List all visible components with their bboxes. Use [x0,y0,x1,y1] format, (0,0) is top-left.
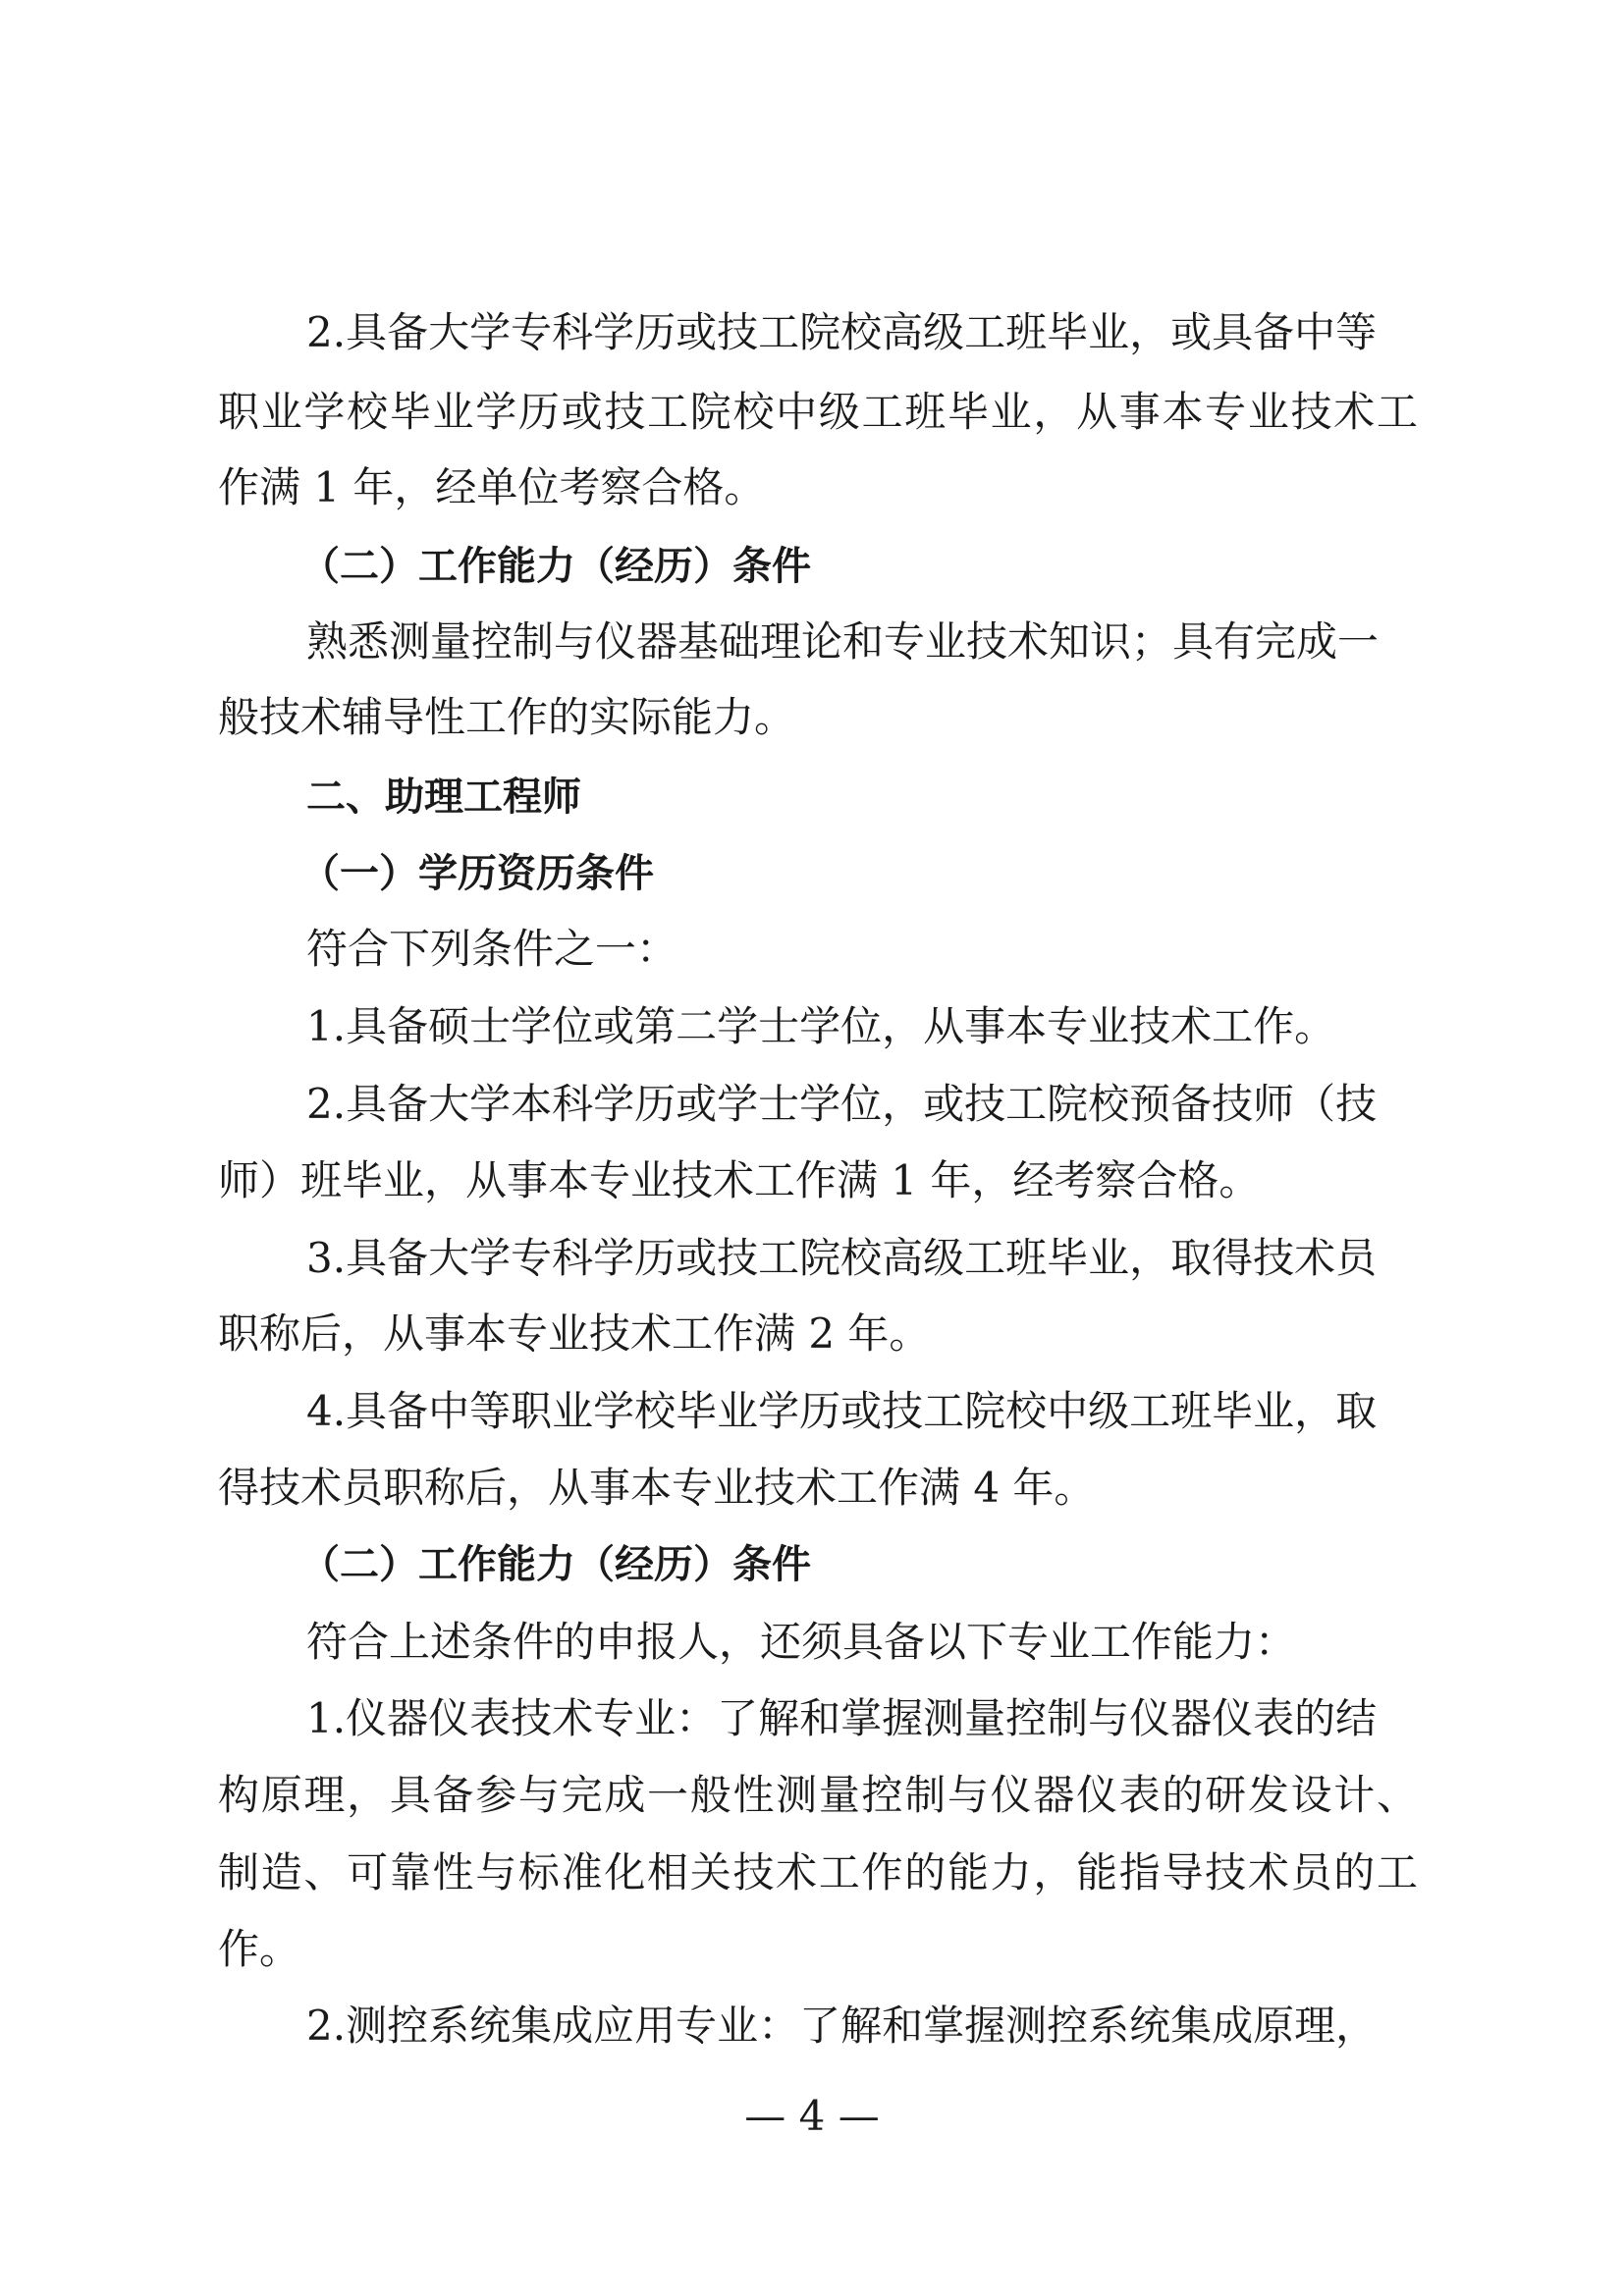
paragraph-line: 2.具备大学本科学历或学士学位，或技工院校预备技师（技 [306,1080,1378,1128]
paragraph-line: 构原理，具备参与完成一般性测量控制与仪器仪表的研发设计、 [218,1771,1418,1819]
paragraph-line: 职业学校毕业学历或技工院校中级工班毕业，从事本专业技术工 [218,388,1418,436]
section-heading: （二）工作能力（经历）条件 [300,1542,811,1587]
paragraph-line: 得技术员职称后，从事本专业技术工作满 4 年。 [218,1464,1096,1512]
paragraph-line: 作满 1 年，经单位考察合格。 [218,463,766,511]
section-heading: （一）学历资历条件 [300,851,654,896]
section-heading: （二）工作能力（经历）条件 [300,544,811,589]
paragraph-line: 2.具备大学专科学历或技工院校高级工班毕业，或具备中等 [306,308,1378,356]
paragraph-line: 2.测控系统集成应用专业：了解和掌握测控系统集成原理， [306,2002,1378,2050]
paragraph-line: 制造、可靠性与标准化相关技术工作的能力，能指导技术员的工 [218,1848,1418,1896]
paragraph-line: 1.仪器仪表技术专业：了解和掌握测量控制与仪器仪表的结 [306,1694,1378,1742]
paragraph-line: 熟悉测量控制与仪器基础理论和专业技术知识；具有完成一 [306,617,1380,666]
paragraph-line: 1.具备硕士学位或第二学士学位，从事本专业技术工作。 [306,1002,1336,1050]
paragraph-line: 符合上述条件的申报人，还须具备以下专业工作能力： [306,1618,1297,1666]
page-number: — 4 — [744,2092,880,2140]
paragraph-line: 4.具备中等职业学校毕业学历或技工院校中级工班毕业，取 [306,1387,1378,1435]
paragraph-line: 师）班毕业，从事本专业技术工作满 1 年，经考察合格。 [218,1156,1261,1204]
paragraph-line: 作。 [218,1925,301,1973]
paragraph-line: 3.具备大学专科学历或技工院校高级工班毕业，取得技术员 [306,1234,1378,1282]
paragraph-line: 职称后，从事本专业技术工作满 2 年。 [218,1309,931,1358]
chapter-heading: 二、助理工程师 [306,774,581,820]
paragraph-line: 符合下列条件之一： [306,925,678,973]
paragraph-line: 般技术辅导性工作的实际能力。 [218,693,796,741]
